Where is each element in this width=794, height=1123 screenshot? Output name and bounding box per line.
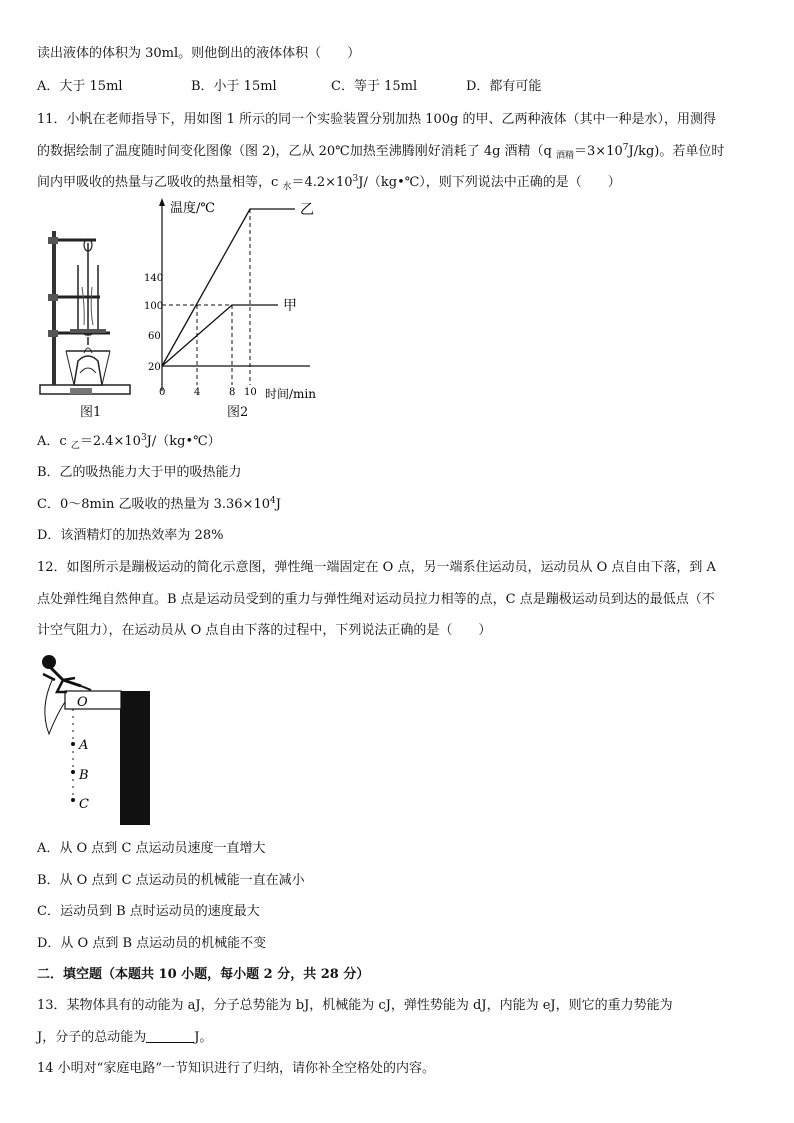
y-tick-60: 60 [148,331,161,342]
q12-option-b: B．从 O 点到 C 点运动员的机械能一直在减小 [37,873,305,888]
label-b: B [79,768,89,783]
q11-stem-line2: 的数据绘制了温度随时间变化图像（图 2)，乙从 20℃加热至沸腾刚好消耗了 4g 酒精（q $_{酒精}=3\times 10^7J/kg$)。若单位时 [37,143,725,161]
q11-option-b: B．乙的吸热能力大于甲的吸热能力 [37,465,242,480]
figure1-apparatus [38,225,136,401]
q11-stem-line3: 间内甲吸收的热量与乙吸收的热量相等，c $_水=4.2\times 10^3J/(kg•℃)$，则下列说法中正确的是（ ） [37,174,621,192]
figure2-graph [140,195,340,405]
y-axis-label: 温度/℃ [170,201,215,216]
q11-option-c: C．0～8min 乙吸收的热量为 $3.36\times 10^4J$ [37,496,281,512]
bungee-figure [37,648,157,828]
q10-option-c: C．等于 15ml [331,79,418,94]
q10-option-d: D．都有可能 [466,79,542,94]
q13-stem-line1: 13．某物体具有的动能为 aJ，分子总势能为 bJ，机械能为 cJ，弹性势能为 dJ，内能为 eJ，则它的重力势能为 [37,998,673,1013]
jumper-head [42,655,56,669]
platform [65,691,121,709]
x-tick-10: 10 [244,387,257,398]
q10-option-a: A．大于 15ml [37,79,123,94]
label-o: O [77,695,88,710]
q12-stem-line2: 点处弹性绳自然伸直。B 点是运动员受到的重力与弹性绳对运动员拉力相等的点，C 点是蹦极运动员到达的最低点（不 [37,592,715,607]
x-tick-0: 0 [159,387,166,398]
q13-stem-line2: J，分子的总动能为 J。 [37,1030,213,1045]
q11-stem-line1: 11．小帆在老师指导下，用如图 1 所示的同一个实验装置分别加热 100g 的甲、乙两种液体（其中一种是水），用测得 [37,112,716,127]
y-tick-100: 100 [144,301,164,312]
point-c [71,798,75,802]
q10-stem: 读出液体的体积为 30ml。则他倒出的液体体积（ ） [37,46,361,61]
q14-stem: 14 小明对“家庭电路”一节知识进行了归纳，请你补全空格处的内容。 [37,1061,435,1076]
series-jia-label: 甲 [283,298,297,314]
figure1-caption: 图1 [80,405,102,420]
q12-stem-line3: 计空气阻力），在运动员从 O 点自由下落的过程中，下列说法正确的是（ ） [37,623,492,638]
x-tick-4: 4 [194,387,201,398]
q12-option-d: D．从 O 点到 B 点运动员的机械能不变 [37,936,267,951]
alcohol-lamp [74,356,102,385]
q11-option-a: A．c $_乙=2.4\times 10^3J/(kg•℃)$ [37,433,221,451]
q10-option-b: B．小于 15ml [191,79,277,94]
point-b [71,770,75,774]
section2-heading: 二．填空题（本题共 10 小题，每小题 2 分，共 28 分） [37,967,370,982]
tower [120,691,150,825]
apparatus-stand-rod [52,231,56,385]
q13-answer-blank[interactable] [146,1030,194,1043]
series-yi-label: 乙 [300,202,314,218]
point-a [71,742,75,746]
q12-option-a: A．从 O 点到 C 点运动员速度一直增大 [37,841,266,856]
label-a: A [79,738,89,753]
x-axis-label: 时间/min [265,387,316,401]
y-tick-140: 140 [144,273,164,284]
q11-option-d: D．该酒精灯的加热效率为 28% [37,528,224,543]
x-tick-8: 8 [229,387,236,398]
q12-option-c: C．运动员到 B 点时运动员的速度最大 [37,904,260,919]
q12-stem-line1: 12．如图所示是蹦极运动的简化示意图，弹性绳一端固定在 O 点，另一端系住运动员，运动员从 O 点自由下落，到 A [37,560,716,575]
y-tick-20: 20 [148,362,161,373]
label-c: C [79,797,89,812]
bungee-cord [45,678,65,734]
figure2-caption: 图2 [227,405,249,420]
series-yi [162,209,295,366]
